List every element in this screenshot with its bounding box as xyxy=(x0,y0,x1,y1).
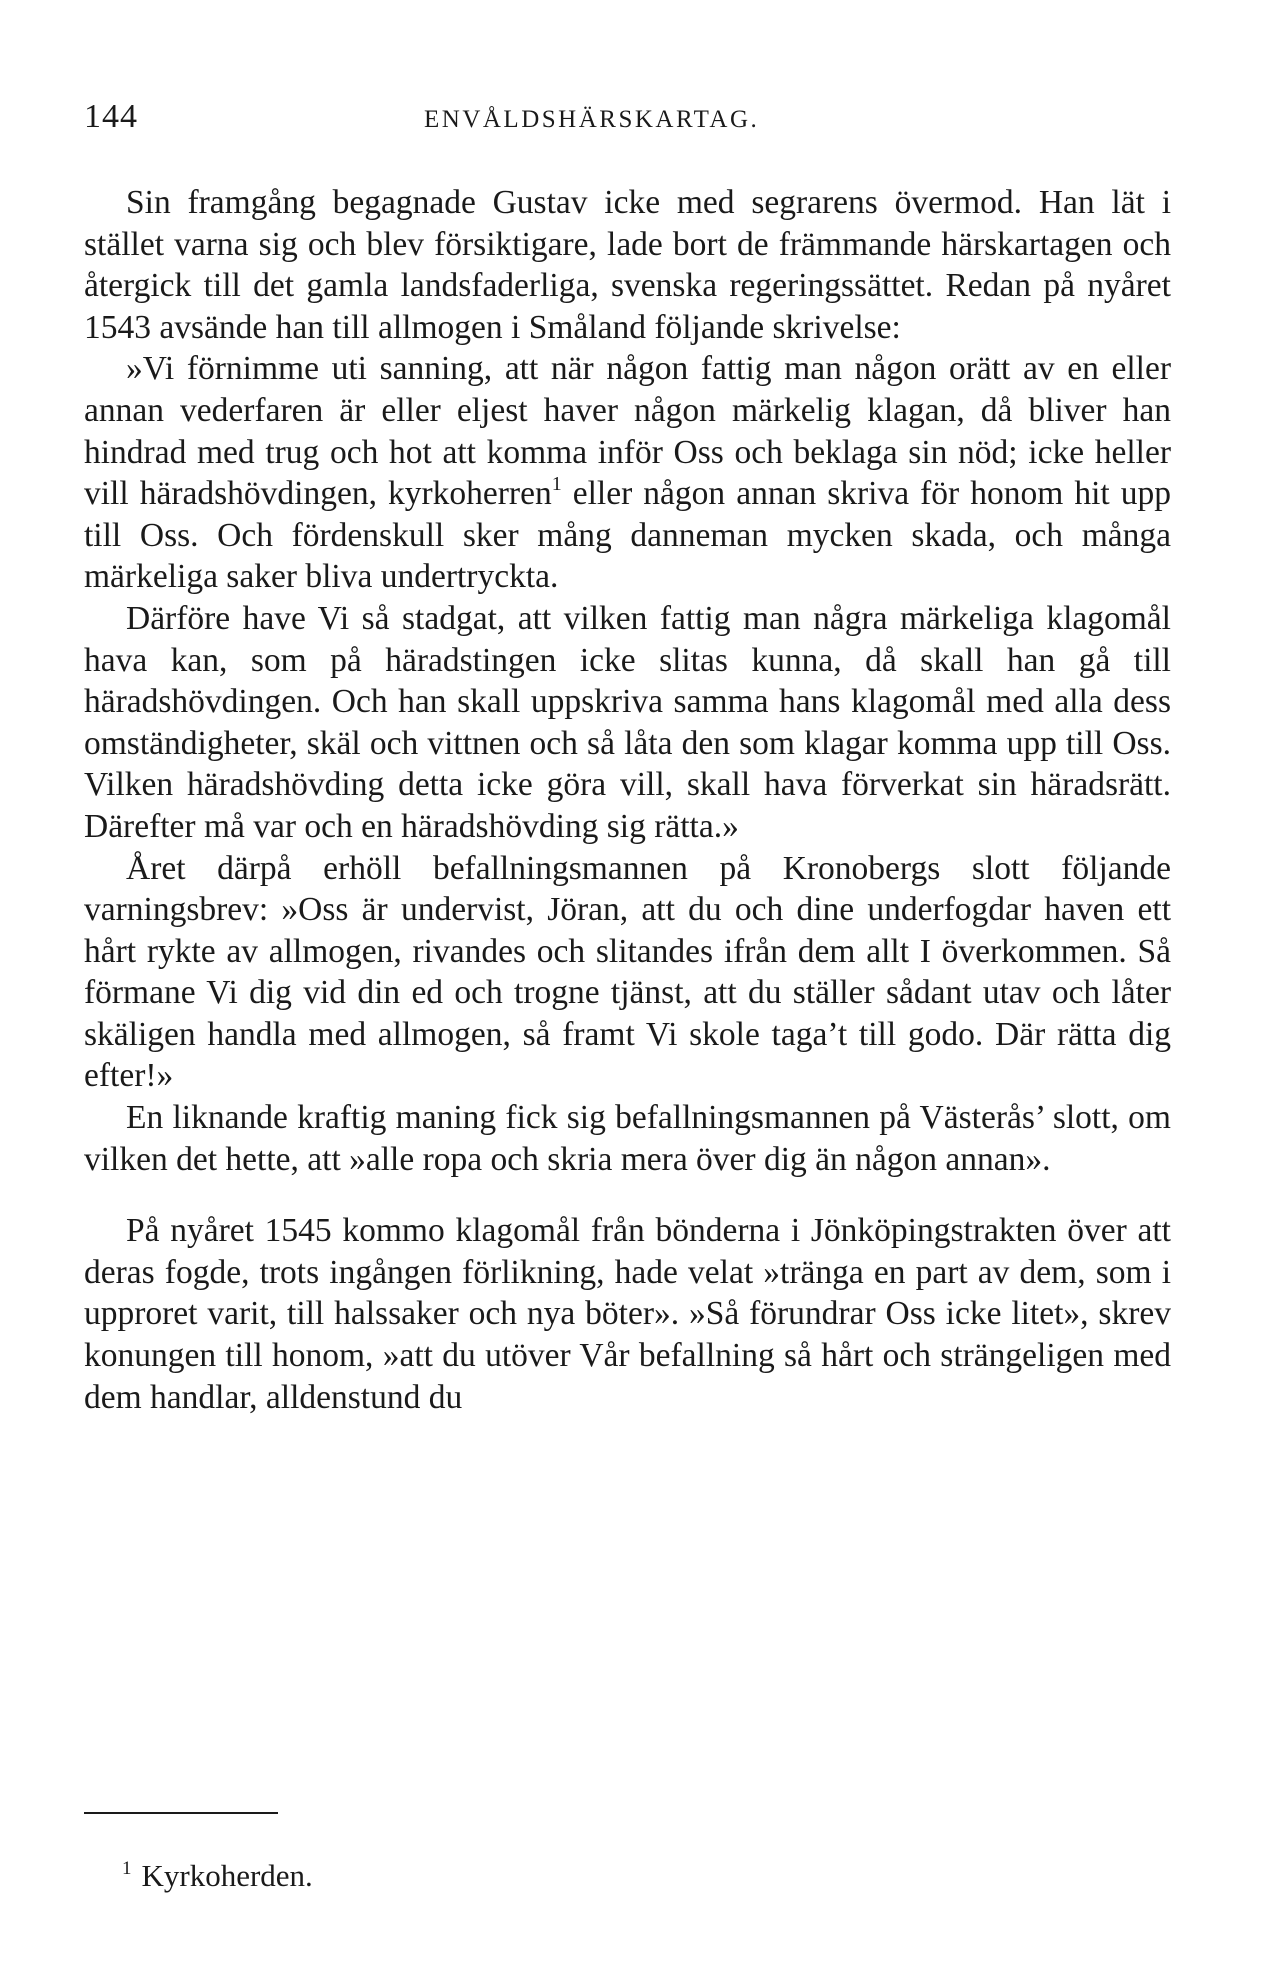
paragraph-1: Sin framgång begagnade Gustav icke med segrarens övermod. Han lät i stället varna sig och blev försiktigare, lade bort de främmande härskartagen och återgick till det gamla landsfaderliga, svenska regeringssättet. Redan på nyåret 1543 avsände han till allmogen i Småland följande skrivelse: xyxy=(84,184,1171,346)
paragraph-5: En liknande kraftig maning fick sig befallningsmannen på Västerås’ slott, om vilken det hette, att »alle ropa och skria mera över dig än någon annan». xyxy=(84,1099,1171,1178)
running-title: ENVÅLDSHÄRSKARTAG. xyxy=(424,106,760,133)
paragraph-2-part-b: eller någon annan skriva för honom hit upp till Oss. Och fördenskull sker mång danneman mycken skada, och många märkeliga saker bliva undertryckta. xyxy=(84,475,1172,596)
body-text xyxy=(84,182,1171,1418)
paragraph-2-part-a: »Vi förnimme uti sanning, att när någon fattig man någon orätt av en eller annan vederfaren är eller eljest haver någon märkelig klagan, då bliver han hindrad med trug och hot att komma inför Oss och beklaga sin nöd; icke heller vill häradshövdingen, kyrkoherren xyxy=(84,350,1171,513)
footnote-reference: 1 xyxy=(551,473,562,496)
paragraph-2 xyxy=(84,348,1171,598)
footnote-text: Kyrkoherden. xyxy=(141,1858,313,1893)
page-number: 144 xyxy=(84,98,138,135)
running-header xyxy=(84,98,1171,142)
footnote-marker: 1 xyxy=(122,1858,132,1879)
footnote-divider xyxy=(84,1812,278,1814)
paragraph-3: Därföre have Vi så stadgat, att vilken fattig man några märkeliga klagomål hava kan, som på häradstingen icke slitas kunna, då skall han gå till häradshövdingen. Och han skall uppskriva samma hans klagomål med alla dess omständigheter, skäl och vittnen och så låta den som klagar komma upp till Oss. Vilken häradshövding detta icke göra vill, skall hava förverkat sin häradsrätt. Därefter må var och en häradshövding sig rätta.» xyxy=(84,599,1171,845)
footnote-1 xyxy=(122,1856,313,1896)
paragraph-6: På nyåret 1545 kommo klagomål från bönderna i Jönköpingstrakten över att deras fogde, trots ingången förlikning, hade velat »tränga en part av dem, som i upproret varit, till halssaker och nya böter». »Så förundrar Oss icke litet», skrev konungen till honom, »att du utöver Vår befallning så hårt och strängeligen med dem handlar, alldenstund du xyxy=(84,1212,1171,1416)
paragraph-4: Året därpå erhöll befallningsmannen på Kronobergs slott följande varningsbrev: »Oss är undervist, Jöran, att du och dine underfogdar haven ett hårt rykte av allmogen, rivandes och slitandes ifrån dem allt I överkommen. Så förmane Vi dig vid din ed och trogne tjänst, att du ställer sådant utav och låter skäligen handla med allmogen, så framt Vi skole taga’t till godo. Där rätta dig efter!» xyxy=(84,849,1171,1095)
